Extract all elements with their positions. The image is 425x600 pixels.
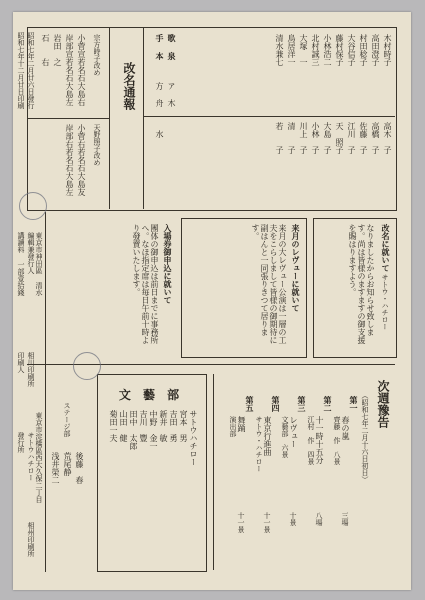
- imprint-issuer-addr: 東京市淀橋區西大久保二丁目: [35, 412, 43, 503]
- literary-title: 文 藝 部: [118, 388, 184, 402]
- renaming-name-bottom: 高橋 子: [371, 122, 380, 154]
- literary-member: 中野 金一: [149, 410, 158, 450]
- renaming-col-c-4: ア 木: [167, 82, 176, 107]
- renaming-col-a-2: 岸部宣若名石大島左: [65, 34, 74, 106]
- literary-member: 宮本 男: [179, 410, 188, 442]
- program-item-no: 第五: [245, 396, 255, 412]
- literary-dept-box: [97, 374, 207, 572]
- program-item-count: 十一景: [237, 512, 245, 533]
- literary-member: 吉田 勇: [169, 410, 178, 442]
- renaming-col-b-1: 小菅右若名石大島友: [77, 124, 86, 196]
- divider: [109, 27, 110, 209]
- program-item-no: 第四: [271, 396, 281, 412]
- renaming-name-top: 清水兼七: [275, 34, 284, 66]
- renaming-body-1: 宗方時子改め: [93, 34, 101, 76]
- imprint-printed-date: 昭和七年十二月廿日印刷: [17, 32, 25, 109]
- renaming-name-bottom: 佐藤 子: [359, 122, 368, 154]
- program-item-detail: サトウ・ハチロー: [255, 416, 263, 472]
- renaming-name-bottom: 清 子: [287, 122, 296, 154]
- imprint-fee-note: 講讀料 一部壹拾錢: [17, 232, 25, 296]
- program-item-no: 第二: [323, 396, 333, 412]
- program-item-count: 十景: [289, 512, 297, 526]
- renaming-name-bottom: 大島 子: [323, 122, 332, 154]
- renaming-name-top: 大塚 一: [299, 34, 308, 66]
- staff-header: ステージ部: [63, 402, 71, 437]
- renaming-name-top: 藤村保子: [335, 34, 344, 66]
- renaming-name-top: 木村時子: [383, 34, 392, 66]
- literary-member: 菊田一夫: [109, 410, 118, 442]
- renaming-col-a-1: 小菅宣若名石大島右: [77, 34, 86, 106]
- renaming-name-top: 村田稔子: [359, 34, 368, 66]
- notice-center-text: 来月の大レヴュー公演は一層の工夫をこらしまして皆様の御期待に副はんと一同張りきつて居ります。: [251, 224, 287, 344]
- renaming-name-bottom: 若 子: [275, 122, 284, 154]
- renaming-name-bottom: 川上 子: [299, 122, 308, 154]
- program-item-title: 春の嵐: [341, 416, 350, 440]
- renaming-name-top: 大谷信子: [347, 34, 356, 66]
- literary-member: サトウハチロー: [189, 410, 198, 466]
- renaming-name-bottom: 高木 子: [383, 122, 392, 154]
- renaming-col-a-4: 石 右: [41, 34, 50, 66]
- literary-member: 田中 太郎: [129, 410, 138, 450]
- renaming-col-c-1: 手 本: [155, 34, 165, 60]
- renaming-name-top: 北村誠三: [311, 34, 320, 66]
- staff-member-1: 後藤 春: [75, 452, 84, 484]
- imprint-publisher-label: 編輯兼發行人: [27, 232, 35, 274]
- notice-right-author: サトウ・ハチロー: [381, 274, 389, 330]
- renaming-col-b-2: 岸部右若名石大島左: [65, 124, 74, 196]
- program-item-title: 舞踊: [237, 416, 246, 432]
- imprint-bottom-label: 相州印刷所: [27, 522, 35, 557]
- imprint-publisher-addr: 東京市神田區: [35, 232, 43, 274]
- notice-right-title: 改名に就いて: [381, 224, 391, 272]
- program-item-title: 十一時十五分: [315, 416, 324, 464]
- imprint-printer-name: 相川印刷所: [27, 352, 35, 387]
- renaming-name-top: 鳥居洋一: [287, 34, 296, 66]
- divider: [27, 118, 109, 119]
- notice-left-title: 入場券御申込に就いて: [163, 224, 173, 304]
- renaming-name-bottom: 天 照子: [335, 122, 344, 154]
- imprint-divider: [45, 212, 46, 572]
- notice-left-text: 團体の御申込は前日までに事務所へ。なほ指定席は毎日午前十時より發賣いたします。: [132, 224, 159, 344]
- renaming-body-2: 天野照子改め: [93, 124, 101, 166]
- imprint-printer-label: 印刷人: [17, 352, 25, 373]
- imprint-publisher-name: 清水: [35, 282, 43, 296]
- imprint-issued-date: 昭和七年二月廿六日發行: [27, 32, 35, 109]
- magazine-back-page: [13, 12, 411, 590]
- program-item-detail: 齊藤 作 八景: [333, 416, 341, 465]
- literary-member: 吉川 豐: [139, 410, 148, 442]
- renaming-col-c-5: 水: [155, 130, 164, 138]
- renaming-col-a-3: 岩田 之: [53, 34, 62, 66]
- program-subtitle: （昭和七年二月十六日初日）: [361, 392, 369, 483]
- program-item-detail: 演出部: [229, 416, 237, 437]
- program-item-count: 三場: [341, 512, 349, 526]
- renaming-header: 改名通報: [122, 62, 136, 110]
- divider: [144, 116, 395, 117]
- literary-member: 山田 健: [119, 410, 128, 442]
- renaming-name-top: 小林浩二: [323, 34, 332, 66]
- program-item-title: 東京行進曲: [263, 416, 272, 456]
- notice-right-text: なりましたからお知らせ致します。尚は皆様のますますの御支援を賜はりますよう。: [348, 224, 375, 344]
- divider: [143, 27, 144, 209]
- renaming-name-top: 高田澄子: [371, 34, 380, 66]
- notice-center-title: 来月のレヴューに就いて: [291, 224, 301, 312]
- renaming-col-c-3: 方 舟: [155, 82, 164, 107]
- renaming-name-bottom: 江川 子: [347, 122, 356, 154]
- imprint-issuer-label: 發行所: [17, 432, 25, 453]
- program-item-no: 第一: [349, 396, 359, 412]
- staff-member-3: 浅井榮二: [51, 452, 60, 484]
- literary-member: 新井 敏: [159, 410, 168, 442]
- program-item-detail: 江村 作 四景: [307, 416, 315, 465]
- renaming-col-c-2: 歌 泉: [167, 34, 177, 60]
- program-item-title: レヴュー: [289, 416, 298, 448]
- program-item-detail: 文藝部 六景: [281, 416, 289, 458]
- program-item-no: 第三: [297, 396, 307, 412]
- seal-stamp: [19, 192, 47, 220]
- program-header: 次週豫告: [376, 380, 390, 428]
- program-item-count: 八場: [315, 512, 323, 526]
- staff-member-2: 荒尾静: [63, 452, 72, 476]
- divider: [213, 374, 214, 570]
- imprint-issuer-name: サトウハチロー: [27, 432, 35, 481]
- seal-stamp: [73, 352, 101, 380]
- renaming-name-bottom: 小林 子: [311, 122, 320, 154]
- program-item-count: 十一景: [263, 512, 271, 533]
